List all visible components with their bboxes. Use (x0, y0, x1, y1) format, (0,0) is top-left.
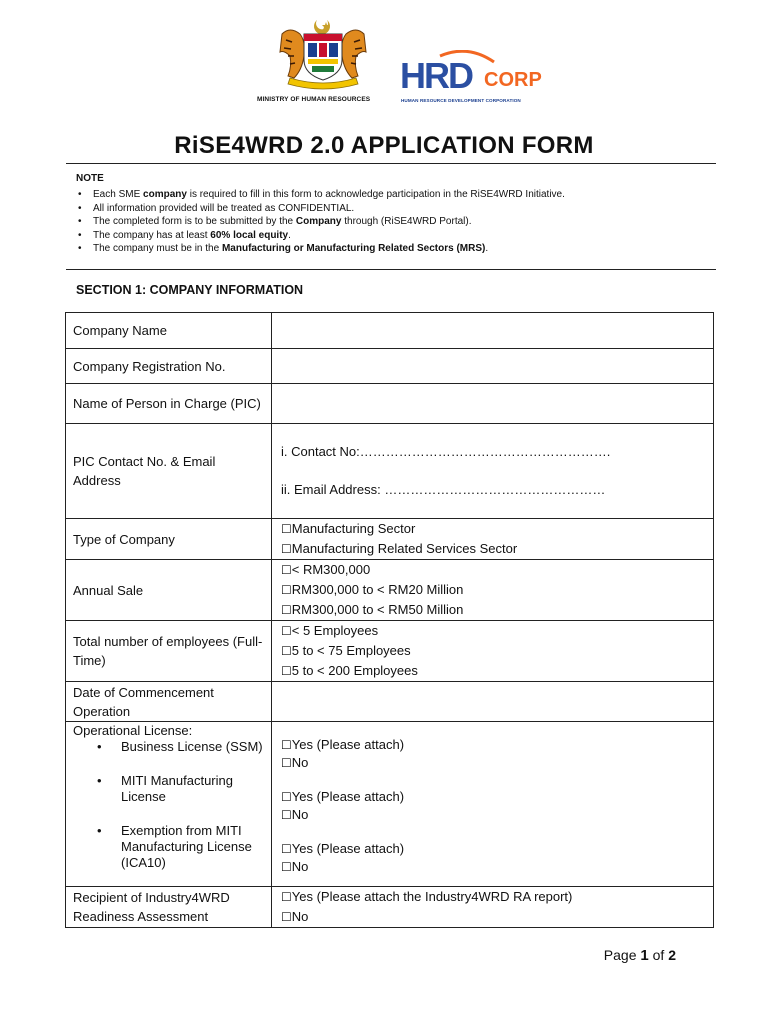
row-commencement (66, 682, 714, 722)
checkbox-icon[interactable]: ☐ (281, 542, 292, 556)
bullet-icon: • (78, 229, 82, 241)
checkbox-icon[interactable]: ☐ (281, 522, 292, 536)
row-annual-sale (66, 560, 714, 621)
checkbox-icon[interactable]: ☐ (281, 842, 292, 856)
company-name-label: Company Name (66, 313, 272, 349)
license-list (73, 739, 263, 871)
row-pic (66, 384, 714, 424)
miti-yes-option[interactable]: ☐Yes (Please attach) (281, 789, 405, 804)
registration-label: Company Registration No. (66, 349, 272, 384)
bullet-icon: • (97, 739, 102, 754)
checkbox-icon[interactable]: ☐ (281, 563, 292, 577)
checkbox-icon[interactable]: ☐ (281, 790, 292, 804)
checkbox-icon[interactable]: ☐ (281, 603, 292, 617)
title-divider (66, 163, 716, 164)
note-item: • The company must be in the Manufacturing or Manufacturing Related Sectors (MRS). (78, 243, 489, 254)
license-item-miti: • MITI Manufacturing License (97, 773, 233, 804)
note-item: • Each SME company is required to fill in this form to acknowledge participation in the RiSE4WRD Initiative. (78, 189, 565, 200)
type-options (272, 519, 714, 560)
header-logos (0, 14, 768, 103)
hrd-logo-secondary: CORP (484, 69, 542, 91)
company-info-table (65, 312, 714, 928)
readiness-options (272, 887, 714, 928)
checkbox-icon[interactable]: ☐ (281, 756, 292, 770)
checkbox-icon[interactable]: ☐ (281, 738, 292, 752)
readiness-no-option[interactable]: ☐No (281, 909, 309, 924)
bullet-icon: • (78, 216, 82, 227)
readiness-label: Recipient of Industry4WRD Readiness Assessment (66, 887, 272, 928)
miti-no-option[interactable]: ☐No (281, 807, 309, 822)
annual-sale-option[interactable]: ☐< RM300,000 (281, 562, 371, 577)
pic-label: Name of Person in Charge (PIC) (66, 384, 272, 424)
section-title: SECTION 1: COMPANY INFORMATION (76, 283, 304, 297)
checkbox-icon[interactable]: ☐ (281, 644, 292, 658)
license-label: Operational License: (73, 723, 193, 738)
license-label-cell (66, 722, 272, 887)
checkbox-icon[interactable]: ☐ (281, 583, 292, 597)
readiness-yes-option[interactable]: ☐Yes (Please attach the Industry4WRD RA report) (281, 889, 573, 904)
company-name-field[interactable] (272, 313, 714, 349)
form-title: RiSE4WRD 2.0 APPLICATION FORM (174, 132, 594, 159)
employees-options (272, 621, 714, 682)
type-option-manufacturing[interactable]: ☐Manufacturing Sector (281, 521, 416, 536)
checkbox-icon[interactable]: ☐ (281, 624, 292, 638)
annual-sale-option[interactable]: ☐RM300,000 to < RM20 Million (281, 582, 464, 597)
employees-option[interactable]: ☐5 to < 75 Employees (281, 643, 411, 658)
employees-option[interactable]: ☐5 to < 200 Employees (281, 663, 418, 678)
registration-field[interactable] (272, 349, 714, 384)
license-item-ssm: • Business License (SSM) (97, 739, 263, 754)
employees-option[interactable]: ☐< 5 Employees (281, 623, 379, 638)
note-divider (66, 269, 716, 270)
bullet-icon: • (78, 202, 82, 214)
employees-label: Total number of employees (Full-Time) (66, 621, 272, 682)
type-label: Type of Company (66, 519, 272, 560)
annual-sale-label: Annual Sale (66, 560, 272, 621)
bullet-icon: • (78, 243, 82, 254)
bullet-icon: • (97, 773, 102, 788)
note-list (78, 188, 718, 256)
bullet-icon: • (78, 189, 82, 200)
bullet-icon: • (97, 823, 102, 838)
note-item: • All information provided will be treated as CONFIDENTIAL. (78, 202, 355, 214)
email-field[interactable]: ii. Email Address: …………………………………………… (281, 482, 606, 497)
commencement-label: Date of Commencement Operation (66, 682, 272, 722)
type-option-mrs[interactable]: ☐Manufacturing Related Services Sector (281, 541, 518, 556)
note-heading: NOTE (76, 173, 104, 184)
ministry-label: MINISTRY OF HUMAN RESOURCES (257, 96, 371, 103)
checkbox-icon[interactable]: ☐ (281, 664, 292, 678)
row-license (66, 722, 714, 887)
annual-sale-options (272, 560, 714, 621)
ica10-no-option[interactable]: ☐No (281, 859, 309, 874)
hrd-tagline: HUMAN RESOURCE DEVELOPMENT CORPORATION (401, 98, 521, 103)
checkbox-icon[interactable]: ☐ (281, 808, 292, 822)
contact-label: PIC Contact No. & Email Address (66, 424, 272, 519)
row-contact (66, 424, 714, 519)
checkbox-icon[interactable]: ☐ (281, 910, 292, 924)
pic-field[interactable] (272, 384, 714, 424)
hrd-logo-primary: HRD (400, 55, 472, 96)
checkbox-icon[interactable]: ☐ (281, 890, 292, 904)
license-options (272, 722, 714, 887)
note-item: • The completed form is to be submitted by the Company through (RiSE4WRD Portal). (78, 216, 472, 227)
annual-sale-option[interactable]: ☐RM300,000 to < RM50 Million (281, 602, 464, 617)
row-readiness (66, 887, 714, 928)
note-item: • The company has at least 60% local equity. (78, 229, 291, 241)
ssm-yes-option[interactable]: ☐Yes (Please attach) (281, 737, 405, 752)
malaysia-coat-of-arms-icon (268, 16, 378, 90)
contact-no-field[interactable]: i. Contact No:…………………………………………………. (281, 444, 611, 459)
row-employees (66, 621, 714, 682)
ssm-no-option[interactable]: ☐No (281, 755, 309, 770)
page-number: Page 1 of 2 (603, 947, 676, 964)
row-registration (66, 349, 714, 384)
row-type (66, 519, 714, 560)
checkbox-icon[interactable]: ☐ (281, 860, 292, 874)
license-item-ica10: • Exemption from MITI Manufacturing License (ICA10) (97, 823, 252, 870)
commencement-field[interactable] (272, 682, 714, 722)
ica10-yes-option[interactable]: ☐Yes (Please attach) (281, 841, 405, 856)
contact-cell (272, 424, 714, 519)
row-company-name (66, 313, 714, 349)
